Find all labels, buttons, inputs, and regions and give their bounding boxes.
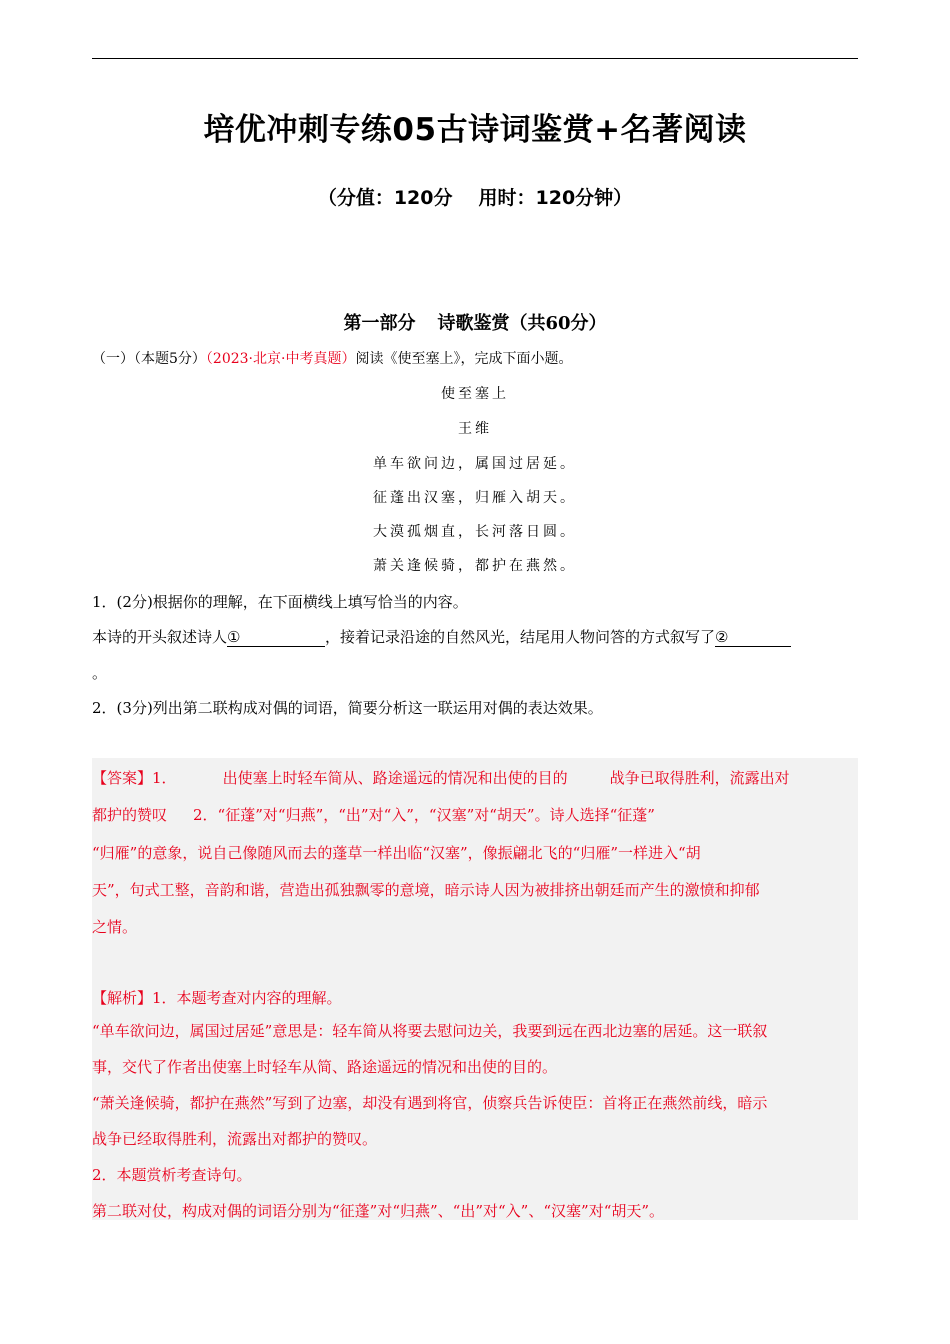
blank-marker-2: ② [715,628,729,646]
analysis-line-5: 战争已经取得胜利，流露出对都护的赞叹。 [92,1130,378,1148]
answer-line-3: “归雁”的意象，说自己像随风而去的蓬草一样出临“汉塞”，像振翩北飞的“归雁”一样进入“胡 [92,844,701,862]
time-label: 用时：120分钟） [478,187,633,209]
analysis-line-3: 事，交代了作者出使塞上时轻车从简、路途遥远的情况和出使的目的。 [92,1058,558,1076]
analysis-line-7: 第二联对仗，构成对偶的词语分别为“征蓬”对“归燕”、“出”对“入”、“汉塞”对“胡天”。 [92,1202,665,1220]
poem-title: 使至塞上 [441,386,509,402]
answer-part-2: 战争已取得胜利，流露出对 [609,769,790,787]
poem-line: 大漠孤烟直，长河落日圆。 [373,524,577,540]
answer-line-5: 之情。 [92,918,138,936]
analysis-line-4: “萧关逢候骑，都护在燕然”写到了边塞，却没有遇到将官，侦察兵告诉使臣：首将正在燕然前线，暗示 [92,1094,768,1112]
page-title: 培优冲刺专练05古诗词鉴赏+名著阅读 [203,112,747,148]
answer-line-2b: 2．“征蓬”对“归燕”，“出”对“入”，“汉塞”对“胡天”。诗人选择“征蓬” [193,806,655,824]
answer-blank-2[interactable] [715,628,791,647]
question-1-prompt: 1．(2分)根据你的理解，在下面横线上填写恰当的内容。 [92,593,468,611]
fill-text-b: ，接着记录沿途的自然风光，结尾用人物问答的方式叙写了 [325,628,716,646]
analysis-text-1: 1．本题考查对内容的理解。 [152,989,342,1007]
poem-line: 单车欲问边，属国过居延。 [373,456,577,472]
answer-part-1: 出使塞上时轻车简从、路途遥远的情况和出使的目的 [222,769,568,787]
answer-line-4: 天”，句式工整，音韵和谐，营造出孤独飘零的意境，暗示诗人因为被排挤出朝廷而产生的激愤和抑郁 [92,881,760,899]
answer-line-1 [92,767,790,788]
score-label: （分值：120分 [317,187,453,209]
answer-line-2a: 都护的赞叹 [92,806,168,824]
header-rule [92,58,858,59]
blank-marker-1: ① [227,628,241,646]
poem-line: 征蓬出汉塞，归雁入胡天。 [373,490,577,506]
analysis-label: 【解析】 [92,989,153,1007]
question-prefix: （一）（本题5分） [92,351,206,367]
analysis-line-1 [92,987,342,1008]
question-1-fill [92,626,791,647]
question-instruction: 阅读《使至塞上》，完成下面小题。 [355,351,573,367]
section-topic: 诗歌鉴赏（共60分） [437,313,607,334]
section-heading [0,309,950,335]
fill-text-a: 本诗的开头叙述诗人 [92,628,228,646]
analysis-line-6: 2．本题赏析考查诗句。 [92,1166,252,1184]
score-time-line [0,183,950,210]
question-intro [92,348,572,368]
answer-blank-1[interactable] [227,628,325,647]
analysis-line-2: “单车欲问边，属国过居延”意思是：轻车简从将要去慰问边关，我要到远在西北边塞的居延。这一联叙 [92,1022,768,1040]
question-source: （2023·北京·中考真题） [205,351,356,367]
poem-author: 王维 [458,421,492,437]
poem-line: 萧关逢候骑，都护在燕然。 [373,558,577,574]
answer-num-1: 1． [152,769,177,787]
section-part: 第一部分 [343,313,416,334]
answer-label: 【答案】 [92,769,153,787]
answer-line-2 [92,804,655,825]
question-1-tail: 。 [92,664,108,682]
question-2-prompt: 2．(3分)列出第二联构成对偶的词语，简要分析这一联运用对偶的表达效果。 [92,699,603,717]
answer-panel [92,758,858,1220]
